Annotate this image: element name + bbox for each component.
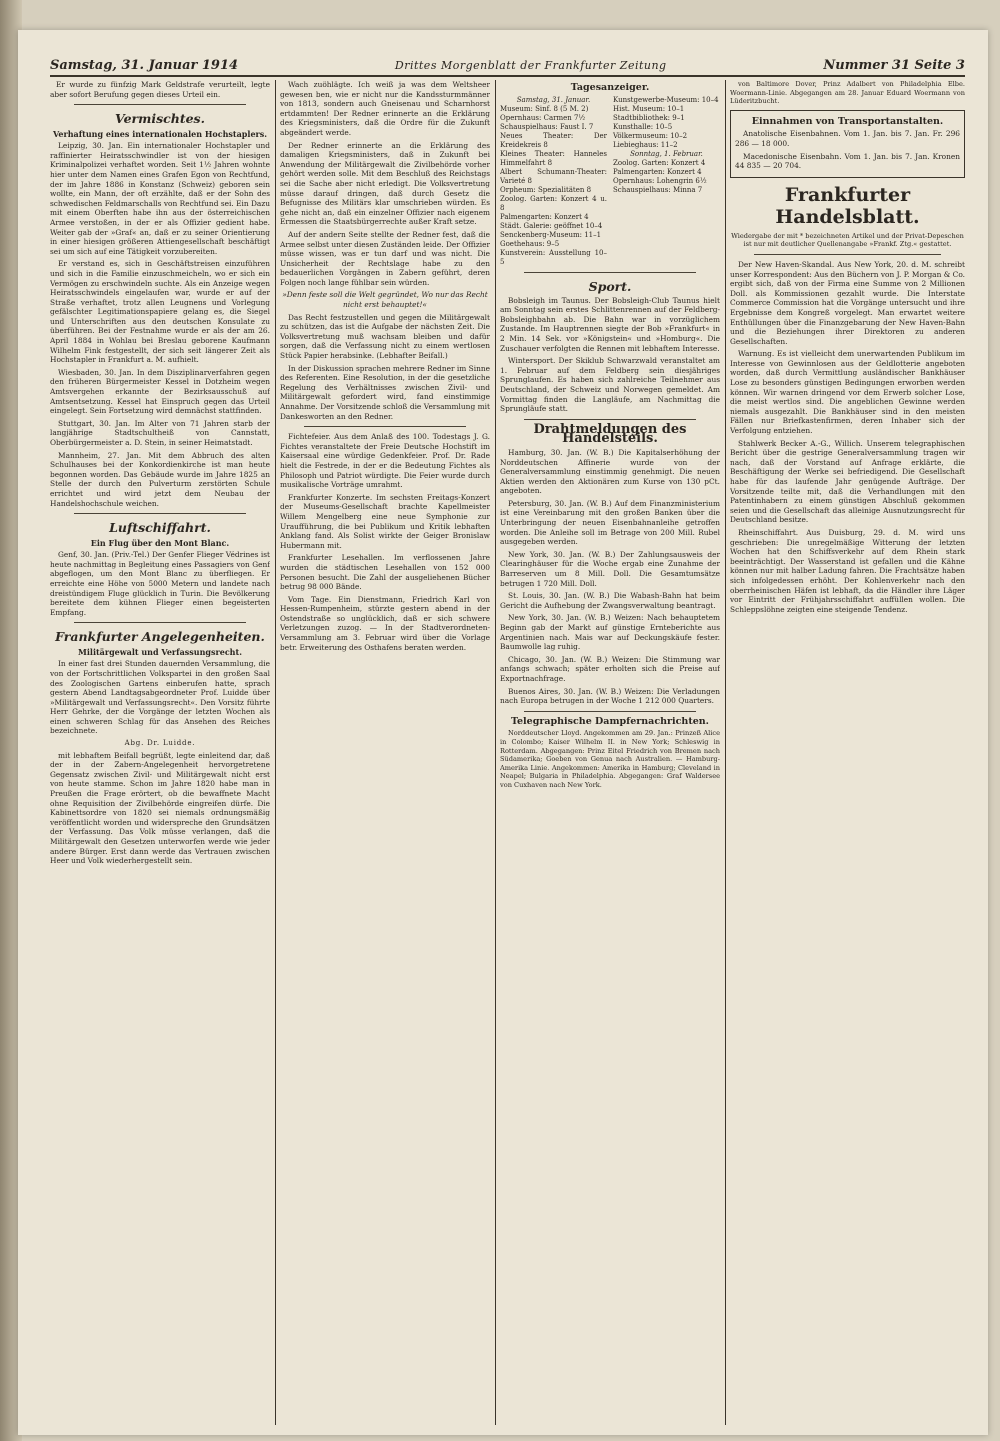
article-paragraph: Stahlwerk Becker A.-G., Willich. Unserem telegraphischen Bericht über die gestrige Generalversammlung tragen wir nach, daß der Vorstand auf Anfrage erklärte, die Beschäftigung der Werke sei befriedigend. Die Gesellschaft habe für das laufende Jahr genügende Aufträge. Der Vorsitzende teilte mit, daß die Verhandlungen mit den Patentinhabern zu einem günstigen Abschluß gekommen seien und die Gesellschaft das alleinige Ausnutzungsrecht für Deutschland besitze.: [730, 438, 965, 525]
article-paragraph: Frankfurter Konzerte. Im sechsten Freitags-Konzert der Museums-Gesellschaft brachte Kapellmeister Willem Mengelberg eine neue Symphonie zur Uraufführung, die bei Publikum und Kritik lebhaften Anklang fand. Als Solist wirkte der Geiger Bronislaw Hubermann mit.: [280, 492, 490, 550]
article-paragraph: Wintersport. Der Skiklub Schwarzwald veranstaltet am 1. Februar auf dem Feldberg sein diesjähriges Sprunglaufen. Es haben sich zahlreiche Teilnehmer aus Deutschland, der Schweiz und Norwegen gemeldet. Am Vormittag finden die Langläufe, am Nachmittag die Sprungläufe statt.: [500, 356, 720, 414]
article-paragraph: Genf, 30. Jan. (Priv.-Tel.) Der Genfer Flieger Védrines ist heute nachmittag in Begleitung eines Passagiers von Genf abgeflogen, um den Mont Blanc zu überfliegen. Er erreichte eine Höhe von 5000 Metern und landete nach dreistündigem Fluge glücklich in Turin. Die Bevölkerung bereitete dem kühnen Flieger einen begeisterten Empfang.: [50, 550, 270, 617]
masthead-rule: [50, 75, 965, 77]
listing-item: Zoolog. Garten: Konzert 4: [613, 158, 706, 167]
listing-item: Kunstgewerbe-Museum: 10–4: [613, 95, 719, 104]
listing-item: Kunsthalle: 10–5: [613, 122, 673, 131]
article-paragraph: Mannheim, 27. Jan. Mit dem Abbruch des alten Schulhauses bei der Konkordienkirche ist man heute begonnen worden. Das Gebäude wurde im Jahre 1825 an Stelle der durch den Pulverturm zerstörten Schule errichtet und wird jetzt dem Neubau der Handelshochschule weichen.: [50, 450, 270, 508]
listing-item: Städt. Galerie: geöffnet 10–4: [500, 221, 603, 230]
article-paragraph: Das Recht festzustellen und gegen die Militärgewalt zu schützen, das ist die Aufgabe der nächsten Zeit. Die Volksvertretung muß wachsam bleiben und dafür sorgen, daß die Verfassung nicht zu einem wertlosen Stück Papier herabsinke. (Lebhafter Beifall.): [280, 312, 490, 361]
article-subheading: Verhaftung eines internationalen Hochstaplers.: [52, 129, 268, 140]
listing-item: Schauspielhaus: Faust I. 7: [500, 122, 594, 131]
article-paragraph: Buenos Aires, 30. Jan. (W. B.) Weizen: Die Verladungen nach Europa betrugen in der Woche 1 212 000 Quarters.: [500, 686, 720, 706]
separator: [74, 622, 246, 623]
article-paragraph: Leipzig, 30. Jan. Ein internationaler Hochstapler und raffinierter Heiratsschwindler ist von der hiesigen Kriminalpolizei verhaftet worden. Seit 1½ Jahren wohnte hier unter dem Namen eines Grafen Egon von Rechtfund, der im Jahre 1886 in Konstanz (Schweiz) geboren sein wollte, ein Mann, der oft erzählte, daß er der Sohn des schwedischen Feldmarschalls von Rechtfund sei. Ein Dazu mit einem Oberften habe ihn aus der österreichischen Armee verstoßen, in der er als Offizier gedient habe. Weiter gab der »Graf« an, daß er zu seiner Orientierung in einer hiesigen größeren Attiengesellschaft beschäftigt sei um sich auf eine Tätigkeit vorzubereiten.: [50, 141, 270, 256]
separator: [74, 104, 246, 105]
column-rule: [725, 80, 726, 1425]
listing-item: Senckenberg-Museum: 11–1: [500, 230, 602, 239]
section-heading-drahtmeldungen: Drahtmeldungen des Handelsteils.: [533, 421, 687, 447]
listing-item: Opernhaus: Carmen 7½: [500, 113, 586, 122]
article-paragraph: Auf der andern Seite stellte der Redner fest, daß die Armee selbst unter diesen Zuständen leide. Der Offizier müsse wissen, was er tun darf und was nicht. Die Unsicherheit der Rechtslage habe zu den bedauerlichen Vorgängen in Zabern geführt, deren Folgen noch lange fühlbar sein würden.: [280, 229, 490, 287]
separator: [304, 426, 466, 427]
listing-right: [613, 96, 720, 267]
listing-item: Albert Schumann-Theater: Varieté 8: [500, 167, 607, 185]
listing-item: Kunstverein: Ausstellung 10–5: [500, 248, 607, 266]
article-paragraph: Rheinschiffahrt. Aus Duisburg, 29. d. M. wird uns geschrieben: Die unregelmäßige Witterung der letzten Wochen hat den Schiffsverkehr auf dem Rhein stark beeinträchtigt. Der Wasserstand ist gefallen und die Kähne können nur mit halber Ladung fahren. Die Frachtsätze haben sich infolgedessen erhöht. Der Kohlenverkehr nach den oberrheinischen Häfen ist lebhaft, da die Händler ihre Läger vor Eintritt der Frühjahrsschiffahrt auffüllen wollen. Die Schleppslöhne zeigten eine steigende Tendenz.: [730, 527, 965, 614]
section-heading-frankfurt: Frankfurter Angelegenheiten.: [55, 629, 265, 645]
tagesanzeiger-listing: [500, 96, 720, 267]
article-paragraph: Hamburg, 30. Jan. (W. B.) Die Kapitalserhöhung der Norddeutschen Affinerie wurde von der Generalversammlung einstimmig genehmigt. Die neuen Aktien werden den Aktionären zum Kurse von 130 pCt. angeboten.: [500, 447, 720, 496]
column-rule: [275, 80, 276, 1425]
article-byline: Abg. Dr. Luidde.: [124, 739, 196, 748]
section-heading-sport: Sport.: [588, 278, 632, 294]
separator: [524, 419, 696, 420]
article-paragraph: Wach zuöhlägte. Ich weiß ja was dem Weltsheer gewesen ben, wie er nicht nur die Kandssturmmänner von 1813, sondern auch Gneisenau und Scharnhorst ertdammten! Der Redner erinnerte an die Erklärung des Kriegsministers, daß die Ordre für die Zukunft abgeändert werde.: [280, 80, 490, 137]
shipping-note: von Baltimore Dover, Prinz Adalbert von Philadelphia Elbe. Woermann-Linie. Abgegangen am 28. Januar Eduard Woermann von Lüderitzbucht.: [730, 80, 965, 106]
transport-revenue-box: [730, 110, 965, 178]
listing-date: Sonntag, 1. Februar.: [630, 149, 703, 158]
article-paragraph: Chicago, 30. Jan. (W. B.) Weizen: Die Stimmung war anfangs schwach; später erholten sich die Preise auf Exportnachfrage.: [500, 654, 720, 683]
article-subheading: Ein Flug über den Mont Blanc.: [90, 538, 230, 549]
listing-item: Neues Theater: Der Kreidekreis 8: [500, 131, 607, 149]
article-paragraph: Stuttgart, 30. Jan. Im Alter von 71 Jahren starb der langjährige Stadtschultheiß von Cannstatt, Oberbürgermeister a. D. Stein, in seiner Heimatstadt.: [50, 418, 270, 447]
listing-item: Goethehaus: 9–5: [500, 239, 560, 248]
disclaimer: Wiedergabe der mit * bezeichneten Artikel und der Privat-Depeschen ist nur mit deutlicher Quellenangabe »Frankf. Ztg.« gestattet.: [731, 231, 964, 249]
article-paragraph: mit lebhaftem Beifall begrüßt, legte einleitend dar, daß der in der Zabern-Angelegenheit hervorgetretene Gegensatz zwischen Zivil- und Militärgewalt nicht erst von heute stamme. Schon im Jahre 1820 habe man in Preußen die Frage erörtert, ob die bewaffnete Macht ohne Requisition der Zivilbehörde eingreifen dürfe. Die Kabinettsordre von 1820 sei niemals ordnungsmäßig veröffentlicht worden und widerspreche den Grundsätzen der Verfassung. Das Volk müsse verlangen, daß die Militärgewalt den Gesetzen unterworfen werde wie jeder andere Bürger. Erst dann werde das Vertrauen zwischen Heer und Volk wiederhergestellt sein.: [50, 750, 270, 866]
column-4: [730, 80, 965, 1425]
article-paragraph: Warnung. Es ist vielleicht dem unerwartenden Publikum im Interesse von Gewinnlosen aus der Geldlotterie angeboten worden, daß durch Vermittlung ausländischer Bankhäuser Lose zu besonders günstigen Bedingungen erworben werden können. Wir warnen dringend vor dem Erwerb solcher Lose, die meist wertlos sind. Die angeblichen Gewinne werden niemals ausgezahlt. Die Bankhäuser sind in den meisten Fällen nur Briefkastenfirmen, deren Inhaber sich der Verfolgung entziehen.: [730, 349, 965, 436]
masthead-page: Nummer 31 Seite 3: [823, 57, 965, 73]
section-heading-dampfer: Telegraphische Dampfernachrichten.: [511, 715, 709, 727]
listing-item: Opernhaus: Lohengrin 6½: [613, 176, 707, 185]
article-paragraph: Der New Haven-Skandal. Aus New York, 20. d. M. schreibt unser Korrespondent: Aus den Büchern von J. P. Morgan & Co. ergibt sich, daß von der Firma eine Summe von 2 Millionen Doll. als Kommissionen gezahlt wurde. Die Interstate Commerce Commission hat die Vorgänge untersucht und ihre Ergebnisse dem Kongreß vorgelegt. Man erwartet weitere Enthüllungen über die Finanzgebarung der New Haven-Bahn und die Beziehungen ihrer Direktoren zu anderen Gesellschaften.: [730, 259, 965, 346]
listing-date: Samstag, 31. Januar.: [516, 95, 591, 104]
article-paragraph: In der Diskussion sprachen mehrere Redner im Sinne des Referenten. Eine Resolution, in der die gesetzliche Regelung des Verhältnisses zwischen Zivil- und Militärgewalt gefordert wird, fand einstimmige Annahme. Der Vorsitzende schloß die Versammlung mit Dankesworten an den Redner.: [280, 363, 490, 421]
masthead: [50, 56, 965, 74]
listing-item: Kleines Theater: Hanneles Himmelfahrt 8: [500, 149, 607, 167]
masthead-title: Drittes Morgenblatt der Frankfurter Zeitung: [394, 58, 667, 72]
article-paragraph: Der Redner erinnerte an die Erklärung des damaligen Kriegsministers, daß in Zukunft bei Anwendung der Militärgewalt die Zivilbehörde vorher gehört werden solle. Mit dem Beschluß des Reichstags sei die Sache aber nicht erledigt. Die Volksvertretung müsse darauf dringen, daß durch Gesetz die Befugnisse des Militärs klar umschrieben würden. Es gehe nicht an, daß ein einzelner Offizier nach eigenem Ermessen die Staatsbürgerrechte außer Kraft setze.: [280, 140, 490, 227]
tagesanzeiger-title: Tagesanzeiger.: [570, 82, 650, 93]
article-intro: Er wurde zu fünfzig Mark Geldstrafe verurteilt, legte aber sofort Berufung gegen dieses Urteil ein.: [50, 80, 270, 99]
listing-item: Zoolog. Garten: Konzert 4 u. 8: [500, 194, 607, 212]
separator: [754, 254, 941, 255]
article-paragraph: In einer fast drei Stunden dauernden Versammlung, die von der Fortschrittlichen Volkspartei in den großen Saal des Zoologischen Gartens einberufen hatte, sprach gestern Abend Landtagsabgeordneter Prof. Luidde über »Militärgewalt und Verfassungsrecht«. Den Vorsitz führte Herr Gehrke, der die Vorgänge der letzten Wochen als einen schweren Schlag für das Ansehen des Reiches bezeichnete.: [50, 659, 270, 736]
listing-item: Liebieghaus: 11–2: [613, 140, 678, 149]
listing-item: Palmengarten: Konzert 4: [613, 167, 702, 176]
revenue-line: Anatolische Eisenbahnen. Vom 1. Jan. bis 7. Jan. Fr. 296 286 — 18 000.: [735, 129, 960, 148]
article-paragraph: Petersburg, 30. Jan. (W. B.) Auf dem Finanzministerium ist eine Vereinbarung mit den großen Banken über die Unterbringung der neuen Eisenbahnanleihe getroffen worden. Die Anleihe soll im Betrage von 200 Mill. Rubel ausgegeben werden.: [500, 498, 720, 547]
section-heading-luftschiffahrt: Luftschiffahrt.: [109, 520, 211, 536]
separator: [524, 711, 696, 712]
article-subheading: Militärgewalt und Verfassungsrecht.: [78, 647, 242, 658]
revenue-line: Macedonische Eisenbahn. Vom 1. Jan. bis 7. Jan. Kronen 44 835 — 20 704.: [735, 151, 960, 171]
column-1: [50, 80, 270, 1425]
section-heading-vermischtes: Vermischtes.: [115, 111, 205, 127]
listing-item: Schauspielhaus: Minna 7: [613, 185, 703, 194]
column-3: [500, 80, 720, 1425]
article-quote: »Denn feste soll die Welt gegründet, Wo nur das Recht nicht erst behauptet!«: [282, 290, 488, 310]
article-paragraph: Bobsleigh im Taunus. Der Bobsleigh-Club Taunus hielt am Sonntag sein erstes Schlittenrennen auf der Feldberg-Bobsleighbahn ab. Die Bahn war in vorzüglichem Zustande. Im Hauptrennen siegte der Bob »Frankfurt« in 2 Min. 14 Sek. vor »Königstein« und »Homburg«. Die Zuschauer verfolgten die Rennen mit lebhaftem Interesse.: [500, 295, 720, 353]
article-paragraph: New York, 30. Jan. (W. B.) Weizen: Nach behauptetem Beginn gab der Markt auf günstige Ernteberichte aus Argentinien nach. Mais war auf Deckungskäufe fester. Baumwolle lag ruhig.: [500, 613, 720, 652]
article-paragraph: Vom Tage. Ein Dienstmann, Friedrich Karl von Hessen-Rumpenheim, stürzte gestern abend in der Ostendstraße so unglücklich, daß er sich schwere Verletzungen zuzog. — In der Stadtverordneten-Versammlung am 3. Februar wird über die Vorlage betr. Erweiterung des Osthafens beraten werden.: [280, 594, 490, 652]
column-2: [280, 80, 490, 1425]
transport-revenue-title: Einnahmen von Transportanstalten.: [751, 115, 944, 127]
column-rule: [495, 80, 496, 1425]
article-paragraph: Fichtefeier. Aus dem Anlaß des 100. Todestags J. G. Fichtes veranstaltete der Freie Deutsche Hochstift im Kaisersaal eine würdige Gedenkfeier. Prof. Dr. Rade hielt die Festrede, in der er die Bedeutung Fichtes als Philosoph und Patriot würdigte. Die Feier wurde durch musikalische Vorträge umrahmt.: [280, 432, 490, 490]
separator: [74, 513, 246, 514]
listing-item: Völkermuseum: 10–2: [613, 131, 688, 140]
listing-item: Stadtbibliothek: 9–1: [613, 113, 685, 122]
listing-item: Museum: Sinf. 8 (5 M. 2): [500, 104, 589, 113]
handelsblatt-banner: Frankfurter Handelsblatt.: [775, 183, 920, 228]
separator: [524, 272, 696, 273]
masthead-date: Samstag, 31. Januar 1914: [50, 57, 239, 73]
listing-item: Orpheum: Spezialitäten 8: [500, 185, 592, 194]
article-paragraph: Er verstand es, sich in Geschäftstreisen einzuführen und sich in die Familie einzuschmeicheln, wo er sich ein Vermögen zu erschwindeln suchte. Als ein Anzeige wegen Heiratsschwindels eingelaufen war, wurde er auf der Straße verhaftet, trotz allen Leugnens und Vorlegung gefälschter Legitimationspapiere gelang es, die Siegel und Unterschriften aus den deutschen Konsulate zu überführen. Bei der Festnahme wurde er als der am 26. April 1884 in Wohlau bei Breslau geborene Kaufmann Wilhelm Fink festgestellt, der sich seit längerer Zeit als Hochstapler in Frankfurt a. M. aufhielt.: [50, 259, 270, 365]
article-paragraph: St. Louis, 30. Jan. (W. B.) Die Wabash-Bahn hat beim Gericht die Aufhebung der Zwangsverwaltung beantragt.: [500, 591, 720, 610]
listing-item: Hist. Museum: 10–1: [613, 104, 685, 113]
article-paragraph: Norddeutscher Lloyd. Angekommen am 29. Jan.: Prinzeß Alice in Colombo; Kaiser Wilhelm II. in New York; Schleswig in Rotterdam. Abgegangen: Prinz Eitel Friedrich von Bremen nach Südamerika; Goeben von Genua nach Australien. — Hamburg-Amerika Linie. Angekommen: Amerika in Hamburg; Cleveland in Neapel; Bulgaria in Philadelphia. Abgegangen: Graf Waldersee von Cuxhaven nach New York.: [500, 729, 720, 789]
listing-item: Palmengarten: Konzert 4: [500, 212, 589, 221]
article-paragraph: New York, 30. Jan. (W. B.) Der Zahlungsausweis der Clearinghäuser für die Woche ergab eine Zunahme der Barreserven um 8 Mill. Doll. Die Gesamtumsätze betrugen 1 720 Mill. Doll.: [500, 549, 720, 588]
listing-left: [500, 96, 607, 267]
article-paragraph: Frankfurter Lesehallen. Im verflossenen Jahre wurden die städtischen Lesehallen von 152 000 Personen besucht. Die Zahl der ausgeliehenen Bücher betrug 98 000 Bände.: [280, 553, 490, 592]
article-paragraph: Wiesbaden, 30. Jan. In dem Disziplinarverfahren gegen den früheren Bürgermeister Kessel in Dotzheim wegen Amtsvergehen erkannte der Bezirksausschuß auf Amtsentsetzung. Kessel hat Einspruch gegen das Urteil eingelegt. Sein Fortsetzung wird demnächst stattfinden.: [50, 367, 270, 416]
